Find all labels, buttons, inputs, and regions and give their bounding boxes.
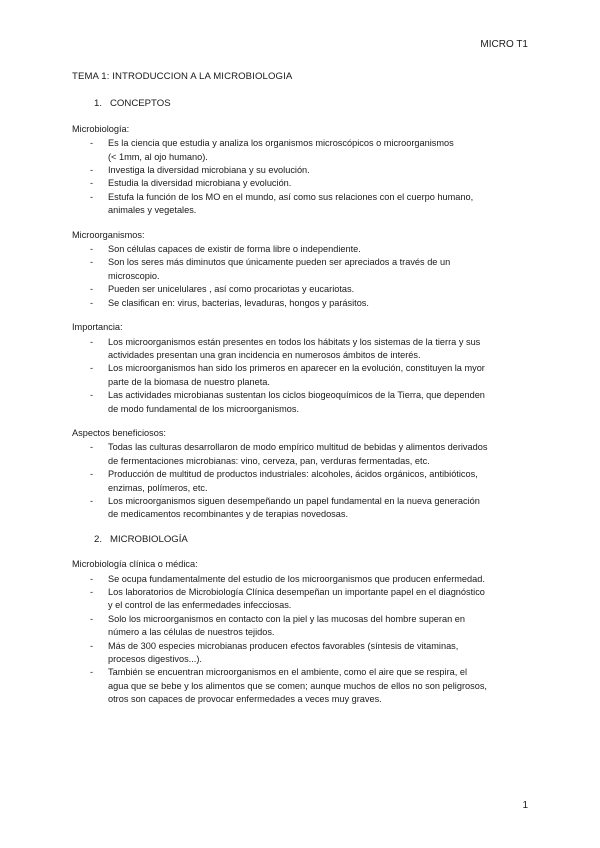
bullet-item	[72, 283, 532, 296]
bullet-text	[108, 389, 532, 416]
bullet-dash: -	[90, 613, 94, 624]
text-line: número a las células de nuestros tejidos.	[108, 627, 275, 638]
bullet-dash: -	[90, 191, 94, 202]
group-label: Microorganismos:	[72, 229, 145, 240]
text-line: Son células capaces de existir de forma libre o independiente.	[108, 244, 361, 255]
bullet-text	[108, 256, 532, 283]
section-heading	[72, 97, 532, 110]
bullet-dash: -	[90, 495, 94, 506]
bullet-item	[72, 573, 532, 586]
bullet-item	[72, 297, 532, 310]
bullet-dash: -	[90, 138, 94, 149]
bullet-item	[72, 177, 532, 190]
text-line: Los microorganismos están presentes en todos los hábitats y los sistemas de la tierra y sus	[108, 336, 481, 347]
bullet-item	[72, 191, 532, 218]
bullet-dash: -	[90, 442, 94, 453]
bullet-text	[108, 164, 532, 177]
document-body	[72, 70, 532, 718]
document-title: TEMA 1: INTRODUCCION A LA MICROBIOLOGIA	[72, 71, 293, 82]
text-line: actividades presentan una gran incidencia en numerosos ámbitos de interés.	[108, 349, 421, 360]
bullet-item	[72, 666, 532, 706]
bullet-item	[72, 336, 532, 363]
bullet-item	[72, 441, 532, 468]
text-line: Se clasifican en: virus, bacterias, levaduras, hongos y parásitos.	[108, 297, 369, 308]
text-line: Pueden ser unicelulares , así como procariotas y eucariotas.	[108, 284, 355, 295]
bullet-text	[108, 137, 532, 164]
content-group	[72, 123, 532, 218]
group-label: Microbiología:	[72, 123, 130, 134]
bullet-dash: -	[90, 336, 94, 347]
bullet-text	[108, 586, 532, 613]
bullet-text	[108, 666, 532, 706]
text-line: Estufa la función de los MO en el mundo, así como sus relaciones con el cuerpo humano,	[108, 191, 474, 202]
text-line: otros son capaces de provocar enfermedades a veces muy graves.	[108, 694, 382, 705]
group-label: Aspectos beneficiosos:	[72, 427, 166, 438]
bullet-dash: -	[90, 587, 94, 597]
text-line: de modo fundamental de los microorganismos.	[108, 403, 299, 414]
text-line: Se ocupa fundamentalmente del estudio de los microorganismos que producen enfermedad.	[108, 573, 485, 584]
content-group	[72, 229, 532, 310]
bullet-dash: -	[90, 640, 94, 651]
bullet-item	[72, 137, 532, 164]
bullet-dash: -	[90, 390, 94, 401]
text-line: Producción de multitud de productos industriales: alcoholes, ácidos orgánicos, antibióticos,	[108, 469, 478, 480]
bullet-item	[72, 389, 532, 416]
text-line: (< 1mm, al ojo humano).	[108, 151, 208, 162]
content-group	[72, 321, 532, 416]
text-line: Los microorganismos siguen desempeñando un papel fundamental en la nueva generación	[108, 495, 480, 506]
bullet-text	[108, 613, 532, 640]
text-line: Es la ciencia que estudia y analiza los organismos microscópicos o microorganismos	[108, 138, 454, 149]
text-line: agua que se bebe y los alimentos que se comen; aunque muchos de ellos no son peligrosos,	[108, 680, 487, 691]
bullet-text	[108, 243, 532, 256]
bullet-dash: -	[90, 573, 94, 584]
bullet-text	[108, 336, 532, 363]
bullet-item	[72, 586, 532, 613]
bullet-text	[108, 573, 532, 586]
group-label: Importancia:	[72, 322, 123, 333]
section-title: MICROBIOLOGÍA	[110, 533, 188, 545]
section-heading	[72, 533, 532, 546]
bullet-dash: -	[90, 257, 94, 268]
page-header: MICRO T1	[480, 39, 528, 50]
bullet-dash: -	[90, 297, 94, 308]
bullet-text	[108, 441, 532, 468]
section-number: 1.	[93, 98, 102, 110]
text-line: Los microorganismos han sido los primeros en aparecer en la evolución, constituyen la myor	[108, 363, 485, 374]
bullet-text	[108, 495, 532, 522]
text-line: de medicamentos recombinantes y de terapias novedosas.	[108, 509, 349, 520]
text-line: Los laboratorios de Microbiología Clínica desempeñan un importante papel en el diagnóstico	[108, 587, 485, 597]
text-line: animales y vegetales.	[108, 205, 197, 216]
group-label: Microbiología clínica o médica:	[72, 559, 198, 570]
page-number: 1	[522, 799, 528, 811]
bullet-text	[108, 297, 532, 310]
bullet-text	[108, 177, 532, 190]
bullet-dash: -	[90, 165, 94, 176]
text-line: Son los seres más diminutos que únicamente pueden ser apreciados a través de un	[108, 257, 451, 268]
text-line: Más de 300 especies microbianas producen efectos favorables (síntesis de vitaminas,	[108, 640, 459, 651]
bullet-dash: -	[90, 363, 94, 374]
bullet-dash: -	[90, 667, 94, 678]
text-line: Solo los microorganismos en contacto con la piel y las mucosas del hombre superan en	[108, 613, 465, 624]
bullet-dash: -	[90, 244, 94, 255]
section-number: 2.	[93, 533, 102, 545]
text-line: de fermentaciones microbianas: vino, cerveza, pan, verduras fermentadas, etc.	[108, 455, 430, 466]
bullet-item	[72, 613, 532, 640]
section-title: CONCEPTOS	[110, 98, 171, 110]
bullet-text	[108, 362, 532, 389]
bullet-text	[108, 191, 532, 218]
bullet-text	[108, 468, 532, 495]
bullet-dash: -	[90, 284, 94, 295]
text-line: Investiga la diversidad microbiana y su evolución.	[108, 165, 310, 176]
bullet-item	[72, 243, 532, 256]
bullet-item	[72, 164, 532, 177]
bullet-dash: -	[90, 178, 94, 189]
text-line: microscopio.	[108, 270, 160, 281]
bullet-item	[72, 256, 532, 283]
text-line: También se encuentran microorganismos en el ambiente, como el aire que se respira, el	[108, 667, 468, 678]
text-line: Estudia la diversidad microbiana y evolución.	[108, 178, 292, 189]
bullet-text	[108, 640, 532, 667]
text-line: Las actividades microbianas sustentan los ciclos biogeoquímicos de la Tierra, que dependen	[108, 390, 485, 401]
text-line: enzimas, polímeros, etc.	[108, 482, 208, 493]
text-line: Todas las culturas desarrollaron de modo empírico multitud de bebidas y alimentos derivados	[108, 442, 488, 453]
bullet-item	[72, 640, 532, 667]
text-line: y el control de las enfermedades infecciosas.	[108, 600, 292, 611]
text-line: procesos digestivos...).	[108, 654, 202, 665]
bullet-text	[108, 283, 532, 296]
content-group	[72, 558, 532, 706]
bullet-item	[72, 495, 532, 522]
bullet-dash: -	[90, 469, 94, 480]
content-group	[72, 427, 532, 522]
text-line: parte de la biomasa de nuestro planeta.	[108, 376, 270, 387]
bullet-item	[72, 468, 532, 495]
bullet-item	[72, 362, 532, 389]
